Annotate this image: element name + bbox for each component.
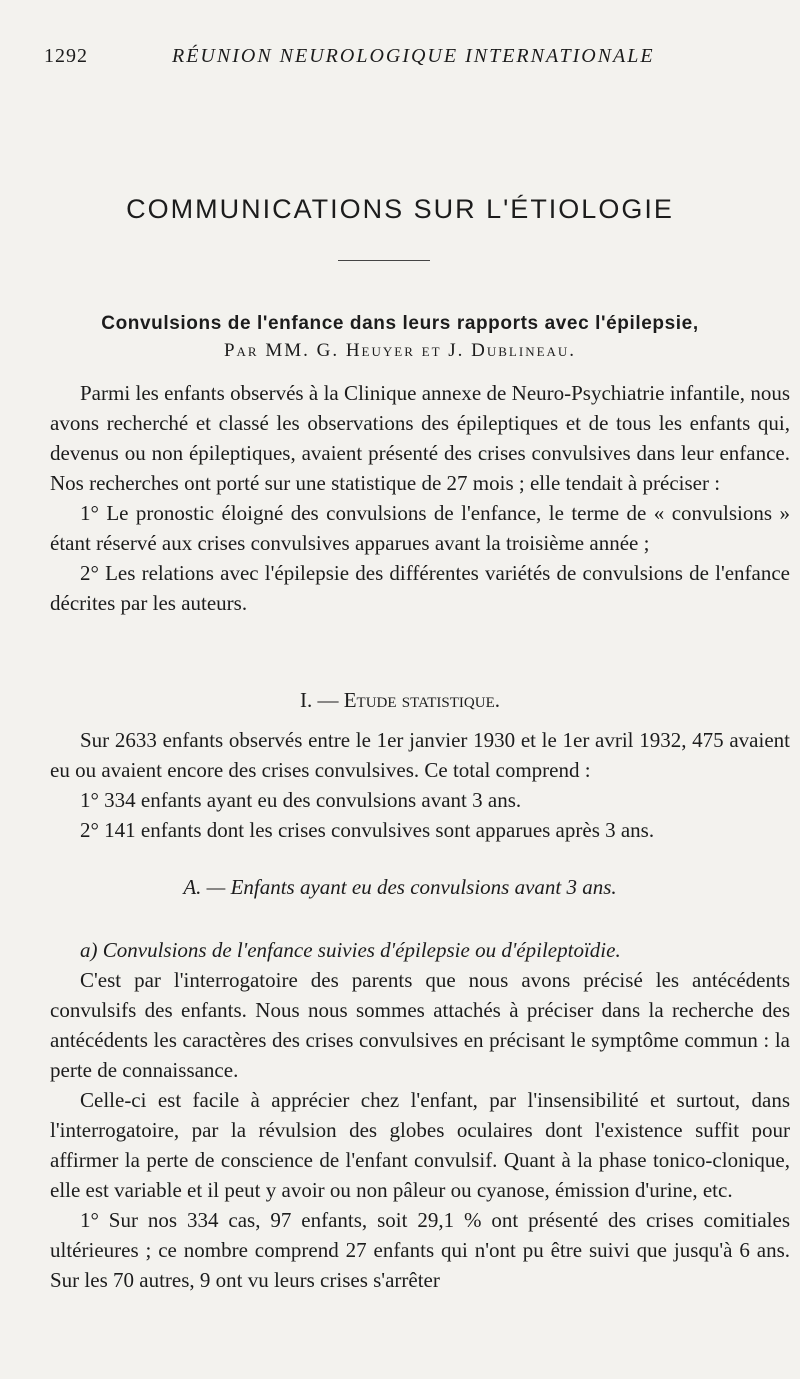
page-number: 1292 (44, 45, 88, 67)
paragraph: Sur 2633 enfants observés entre le 1er janvier 1930 et le 1er avril 1932, 475 avaient eu ou avaient encore des crises convulsives. Ce total comprend : (50, 728, 790, 782)
article-authors: Par MM. G. Heuyer et J. Dublineau. (223, 340, 577, 361)
section-heading-text: I. — Etude statistique. (299, 688, 501, 712)
article-title: Convulsions de l'enfance dans leurs rapports avec l'épilepsie, (101, 313, 699, 334)
sub-heading-text: a) Convulsions de l'enfance suivies d'épilepsie ou d'épileptoïdie. (80, 938, 621, 962)
page-header (44, 45, 740, 75)
list-item: 1° 334 enfants ayant eu des convulsions avant 3 ans. (80, 788, 522, 812)
section1-body (50, 725, 790, 845)
running-title: RÉUNION NEUROLOGIQUE INTERNATIONALE (172, 45, 655, 67)
section-title: COMMUNICATIONS SUR L'ÉTIOLOGIE (126, 194, 674, 224)
paragraph: 1° Sur nos 334 cas, 97 enfants, soit 29,1 % ont présenté des crises comitiales ultérieures ; ce nombre comprend 27 enfants qui n'ont pu être suivi que jusqu'à 6 ans. Sur les 70 autres, 9 ont vu leurs crises s'arrêter (50, 1208, 790, 1292)
paragraph: Parmi les enfants observés à la Clinique annexe de Neuro-Psychiatrie infantile, nous avons recherché et classé les observations des épileptiques et de tous les enfants qui, devenus ou non épileptiques, avaient présenté des crises convulsives dans leur enfance. Nos recherches ont porté sur une statistique de 27 mois ; elle tendait à préciser : (50, 381, 790, 495)
paragraph: 2° Les relations avec l'épilepsie des différentes variétés de convulsions de l'enfance décrites par les auteurs. (50, 561, 790, 615)
list-item: 2° 141 enfants dont les crises convulsives sont apparues après 3 ans. (80, 818, 655, 842)
subsection-heading (0, 875, 800, 900)
paragraph: C'est par l'interrogatoire des parents que nous avons précisé les antécédents convulsifs des enfants. Nous nous sommes attachés à préciser dans la recherche des antécédents les caractères des crises convulsives en précisant le symptôme commun : la perte de connaissance. (50, 968, 790, 1082)
intro-body (50, 378, 790, 618)
sectionA-body (50, 935, 790, 1295)
paragraph: 1° Le pronostic éloigné des convulsions de l'enfance, le terme de « convulsions » étant réservé aux crises convulsives apparues avant la troisième année ; (50, 501, 790, 555)
paragraph: Celle-ci est facile à apprécier chez l'enfant, par l'insensibilité et surtout, dans l'interrogatoire, par la révulsion des globes oculaires dont l'existence suffit pour affirmer la perte de conscience de l'enfant convulsif. Quant à la phase tonico-clonique, elle est variable et il peut y avoir ou non pâleur ou cyanose, émission d'urine, etc. (50, 1088, 790, 1202)
title-divider (338, 260, 430, 261)
subsection-heading-text: A. — Enfants ayant eu des convulsions avant 3 ans. (183, 875, 617, 899)
sub-heading (50, 935, 790, 965)
section-heading (0, 688, 800, 713)
